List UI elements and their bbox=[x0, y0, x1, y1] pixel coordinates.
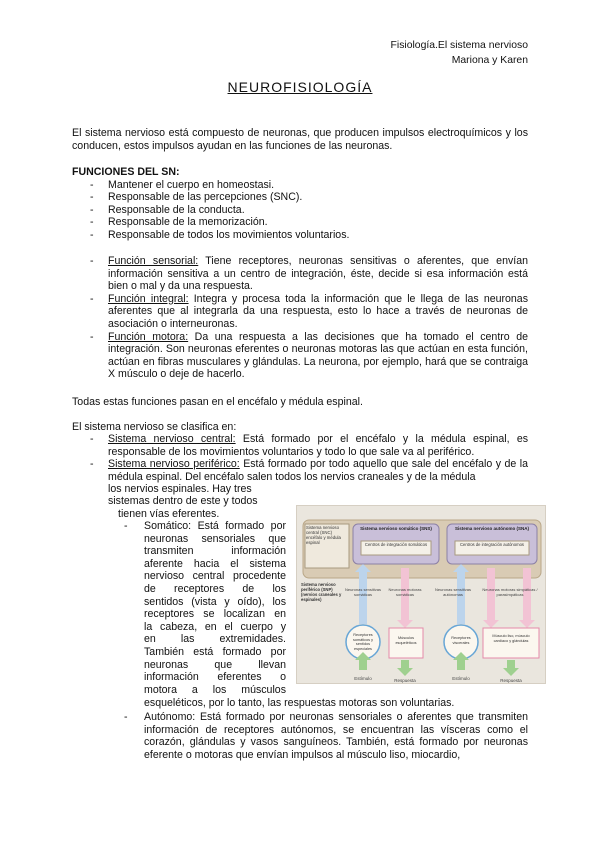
term: Función sensorial: bbox=[108, 255, 199, 267]
list-item bbox=[72, 331, 528, 381]
intro-paragraph: El sistema nervioso está compuesto de neuronas, que producen impulsos electroquímicos y los conducen, estos impulsos ayudan en las funciones de las neuronas. bbox=[72, 127, 528, 152]
text-line: sistemas dentro de este y todos bbox=[108, 495, 258, 507]
funciones-section bbox=[72, 166, 528, 242]
term: Función motora: bbox=[108, 330, 189, 343]
out1-label: Estímulo bbox=[354, 676, 372, 681]
header-subject: Fisiología.El sistema nervioso bbox=[390, 40, 528, 51]
autonomo-text: Autónomo: Está formado por neuronas sensoriales o aferentes que transmiten información de receptores autónomos, se encuentran las vísceras como el corazón, glándulas y vasos sanguíneos. También, está formado por neuronas eferente o motoras que envían impulsos al músculo liso, miocardio, bbox=[144, 711, 528, 761]
col1-label: Neuronas sensitivas somáticas bbox=[344, 588, 382, 597]
text-line: aferente hacia el sistema bbox=[144, 557, 286, 570]
rec2-label: Músculos esqueléticos bbox=[395, 636, 417, 645]
definition: Integra y procesa toda la información que le llega de las neuronas aferentes que al integrarla da una respuesta, esto lo hace a través de neuronas de asociación o interneuronas. bbox=[108, 292, 529, 330]
list-item bbox=[72, 433, 528, 458]
col4-label: Neuronas motoras simpáticas / parasimpáticas bbox=[482, 588, 538, 597]
text-line: la cabeza, en el cuerpo y bbox=[144, 620, 286, 633]
list-item bbox=[72, 458, 528, 483]
text-line: neuronas sensoriales que bbox=[144, 532, 286, 545]
diagram-svg bbox=[297, 506, 545, 683]
header-authors: Mariona y Karen bbox=[451, 55, 528, 66]
sns-sub: Centros de integración somáticos bbox=[364, 542, 428, 547]
text-line: información eferentes o bbox=[144, 671, 286, 684]
nervous-system-diagram bbox=[296, 505, 546, 684]
sna-sub: Centros de integración autónomos bbox=[459, 542, 524, 547]
list-item: - Mantener el cuerpo en homeostasi. bbox=[72, 179, 528, 192]
out2-label: Respuesta bbox=[394, 678, 416, 683]
text-line: en las extremidades. bbox=[144, 633, 286, 646]
rec1-label: Receptores somáticos y sentidos especiales bbox=[352, 633, 374, 651]
list-item bbox=[72, 255, 528, 293]
list-dash: - bbox=[124, 520, 128, 532]
text-line: esqueléticos, por lo tanto, las respuestas motoras son voluntarias. bbox=[144, 697, 455, 709]
text-line: nervioso central procedente bbox=[144, 570, 286, 583]
list-item: - Responsable de las percepciones (SNC). bbox=[72, 191, 528, 204]
list-dash: - bbox=[124, 711, 128, 723]
term: Sistema nervioso central: bbox=[108, 433, 236, 445]
sns-title: Sistema nervioso somático (SNS) bbox=[360, 526, 432, 531]
rec4-label: Músculo liso, músculo cardíaco y glándulas bbox=[492, 634, 530, 643]
list-item: - Responsable de la conducta. bbox=[72, 204, 528, 217]
list-item: - Responsable de todos los movimientos voluntarios. bbox=[72, 229, 528, 242]
term: Función integral: bbox=[108, 292, 189, 305]
text-line: tienen vías eferentes. bbox=[118, 508, 220, 520]
text-line: Somático: Está formado por bbox=[144, 520, 286, 532]
definition: Está formado por el encéfalo y la médula espinal, es responsable de los movimientos voluntarios y todo lo que sale va al periférico. bbox=[108, 433, 529, 458]
definition: Está formado por todo aquello que sale del encéfalo y de la médula espinal. Del encéfalo salen todos los nervios craneales y de la médula bbox=[108, 458, 528, 483]
funciones-heading: FUNCIONES DEL SN: bbox=[72, 166, 180, 178]
sistemas-list bbox=[72, 433, 528, 483]
tipos-funcion-list bbox=[72, 255, 528, 381]
snp-label: Sistema nervioso periférico (SNP) (nervios craneales y espinales) bbox=[301, 582, 342, 602]
snc-label: Sistema nervioso central (SNC) encéfalo y médula espinal bbox=[306, 525, 341, 545]
out3-label: Estímulo bbox=[452, 676, 470, 681]
text-line: motora a los músculos bbox=[144, 683, 286, 696]
term: Sistema nervioso periférico: bbox=[108, 458, 240, 471]
text-line: de receptores de los bbox=[144, 582, 286, 595]
somatico-text bbox=[144, 520, 286, 696]
col3-label: Neuronas sensitivas autónomas bbox=[434, 588, 472, 597]
clasifica-paragraph: El sistema nervioso se clasifica en: bbox=[72, 421, 237, 433]
todas-paragraph: Todas estas funciones pasan en el encéfalo y médula espinal. bbox=[72, 396, 363, 408]
text-line: los nervios espinales. Hay tres bbox=[108, 483, 252, 495]
page-header bbox=[391, 38, 528, 68]
funciones-list bbox=[72, 179, 528, 242]
text-line: También está formado por bbox=[144, 645, 286, 658]
rec3-label: Receptores viscerales bbox=[451, 636, 471, 645]
page-title: NEUROFISIOLOGÍA bbox=[227, 79, 373, 95]
out4-label: Respuesta bbox=[500, 678, 522, 683]
list-item: - Responsable de la memorización. bbox=[72, 216, 528, 229]
definition: Da una respuesta a las decisiones que ha tomado el centro de integración. Son neuronas eferentes o neuronas motoras las que actúan en esta función, actúan en fibras musculares y glándulas. La neurona, por ejemplo, hará que se contraiga X músculo o deje de hacerlo. bbox=[108, 330, 528, 381]
sna-title: Sistema nervioso autónomo (SNA) bbox=[454, 526, 529, 531]
text-line: sentidos (vista y oído), los bbox=[144, 595, 286, 608]
text-line: neuronas que llevan bbox=[144, 658, 286, 671]
list-item bbox=[72, 293, 528, 331]
definition: Tiene receptores, neuronas sensitivas o aferentes, que envían información sensitiva a un centro de integración, éste, decide si esa información está bien o mal y da una respuesta. bbox=[108, 255, 528, 293]
text-line: receptores se localizan en bbox=[144, 608, 286, 621]
col2-label: Neuronas motoras somáticas bbox=[388, 588, 422, 597]
text-line: transmiten información bbox=[144, 545, 286, 558]
